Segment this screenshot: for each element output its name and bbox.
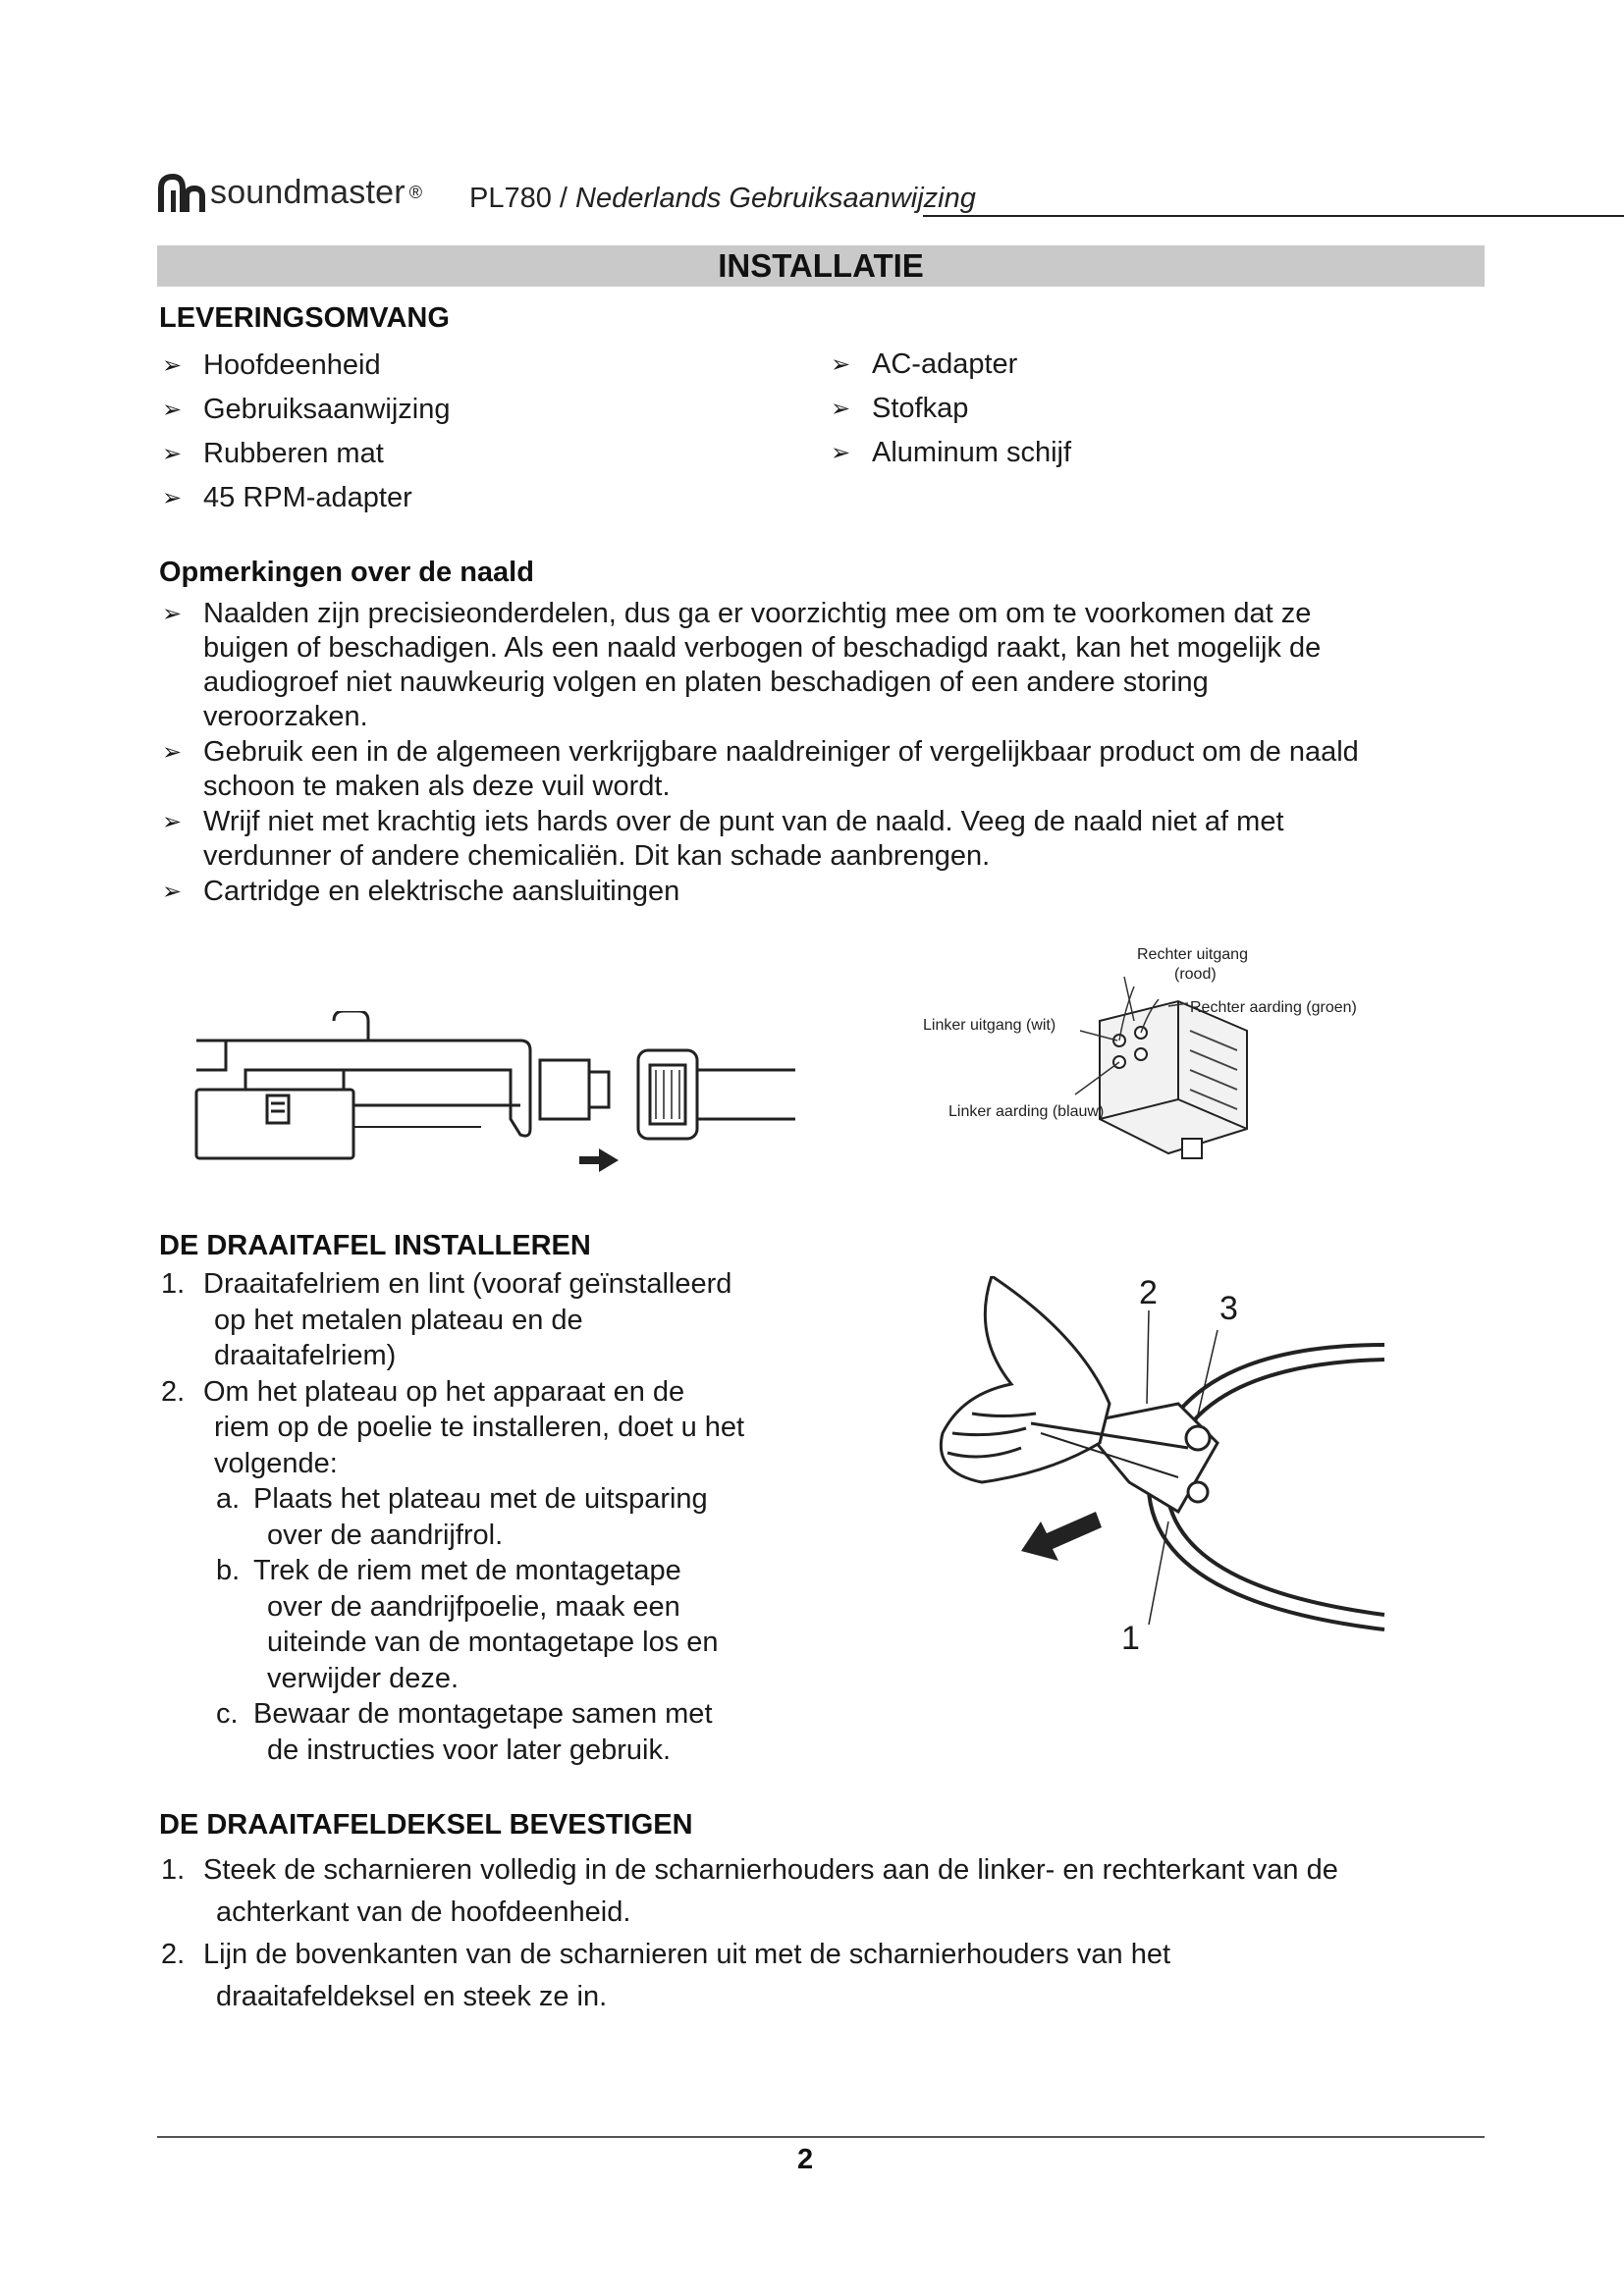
- substep-letter: c.: [216, 1698, 239, 1730]
- substep-line: [159, 1589, 827, 1626]
- cartridge-wiring-figure: [923, 942, 1375, 1198]
- label-right-output-color: (rood): [1174, 966, 1217, 983]
- list-item-line: verdunner of andere chemicaliën. Dit kan schade aanbrengen.: [203, 840, 991, 872]
- cover-step-line: [159, 1934, 1494, 1976]
- substep-text: uiteinde van de montagetape los en: [267, 1627, 719, 1658]
- list-item-line: schoon te maken als deze vuil wordt.: [203, 771, 671, 802]
- list-item-line: Gebruik een in de algemeen verkrijgbare naaldreiniger of vergelijkbaar product om de naald: [203, 736, 1359, 768]
- label-right-output: Rechter uitgang: [1137, 946, 1248, 963]
- needle-heading: Opmerkingen over de naald: [159, 557, 534, 588]
- list-item-text: AC-adapter: [872, 348, 1018, 380]
- list-item: [159, 597, 1494, 734]
- turntable-heading: DE DRAAITAFEL INSTALLEREN: [159, 1230, 591, 1261]
- substep-text: Plaats het plateau met de uitsparing: [253, 1483, 708, 1515]
- cover-heading: DE DRAAITAFELDEKSEL BEVESTIGEN: [159, 1809, 693, 1841]
- list-item: [828, 431, 1319, 475]
- bullet-arrow-icon: ➢: [162, 397, 183, 423]
- bullet-arrow-icon: ➢: [162, 601, 183, 627]
- bullet-arrow-icon: ➢: [162, 809, 183, 835]
- list-item-line: audiogroef niet nauwkeurig volgen en platen beschadigen of een andere storing: [203, 667, 1209, 698]
- footer-rule: [157, 2136, 1485, 2138]
- step-line: [159, 1374, 827, 1411]
- document-title: [469, 183, 976, 215]
- callout-3: 3: [1219, 1290, 1238, 1327]
- list-item: [828, 343, 1319, 387]
- cover-step-text: Steek de scharnieren volledig in de scharnierhouders aan de linker- en rechterkant van de: [203, 1854, 1338, 1886]
- contents-heading: LEVERINGSOMVANG: [159, 302, 450, 334]
- substep-line: [159, 1518, 827, 1554]
- list-item-line: Cartridge en elektrische aansluitingen: [203, 876, 680, 907]
- label-left-output: Linker uitgang (wit): [923, 1017, 1056, 1034]
- contents-list-left: [159, 344, 748, 520]
- step-text: draaitafelriem): [214, 1340, 397, 1371]
- step-text: Om het plateau op het apparaat en de: [203, 1375, 685, 1408]
- list-item-text: Hoofdeenheid: [203, 349, 381, 381]
- bullet-arrow-icon: ➢: [831, 351, 851, 378]
- bullet-arrow-icon: ➢: [162, 441, 183, 467]
- list-item: [159, 735, 1494, 804]
- list-item: [159, 875, 1494, 909]
- list-item: [159, 344, 748, 388]
- step-number: 2.: [161, 1375, 186, 1408]
- callout-1: 1: [1121, 1620, 1140, 1657]
- cover-step-text: achterkant van de hoofdeenheid.: [216, 1896, 631, 1928]
- list-item-line: veroorzaken.: [203, 701, 368, 732]
- cover-step-line: [159, 1849, 1494, 1892]
- substep-line: [159, 1481, 827, 1518]
- tonearm-cartridge-figure: [187, 1011, 795, 1178]
- substep-line: [159, 1733, 827, 1769]
- cartridge-drawing: [923, 942, 1375, 1198]
- registered-mark: ®: [408, 182, 423, 202]
- cover-step-number: 2.: [161, 1939, 186, 1970]
- bullet-arrow-icon: ➢: [162, 739, 183, 766]
- cover-step-line: [159, 1976, 1494, 2018]
- list-item-text: Stofkap: [872, 393, 969, 424]
- cover-step-number: 1.: [161, 1854, 186, 1886]
- callout-2: 2: [1139, 1274, 1158, 1311]
- step-line: [159, 1266, 827, 1303]
- substep-line: [159, 1661, 827, 1697]
- substep-text: de instructies voor later gebruik.: [267, 1734, 672, 1766]
- arrow-left-icon: [1021, 1512, 1102, 1561]
- label-right-ground: Rechter aarding (groen): [1190, 999, 1357, 1016]
- arrow-right-icon: [579, 1148, 619, 1172]
- list-item: [159, 388, 748, 432]
- list-item-text: Rubberen mat: [203, 438, 384, 469]
- substep-text: verwijder deze.: [267, 1662, 460, 1694]
- list-item: [159, 476, 748, 520]
- cover-step-text: draaitafeldeksel en steek ze in.: [216, 1981, 608, 2012]
- substep-line: [159, 1696, 827, 1733]
- soundmaster-logo-icon: [157, 171, 206, 214]
- step-line: [159, 1303, 827, 1339]
- bullet-arrow-icon: ➢: [162, 879, 183, 905]
- step-number: 1.: [161, 1268, 186, 1300]
- contents-list-right: [828, 343, 1319, 475]
- list-item-line: buigen of beschadigen. Als een naald verbogen of beschadigd raakt, kan het mogelijk de: [203, 632, 1322, 664]
- brand-logo: [157, 171, 422, 214]
- substep-text: Trek de riem met de montagetape: [253, 1555, 681, 1586]
- cover-step-line: [159, 1892, 1494, 1934]
- substep-text: over de aandrijfpoelie, maak een: [267, 1590, 680, 1623]
- turntable-steps: [159, 1266, 827, 1768]
- list-item-line: Wrijf niet met krachtig iets hards over de punt van de naald. Veeg de naald niet af met: [203, 806, 1284, 837]
- cover-step-text: Lijn de bovenkanten van de scharnieren uit met de scharnierhouders van het: [203, 1939, 1171, 1970]
- step-text: Draaitafelriem en lint (vooraf geïnstalleerd: [203, 1268, 732, 1300]
- substep-line: [159, 1553, 827, 1589]
- section-title: INSTALLATIE: [157, 245, 1485, 287]
- list-item: [159, 805, 1494, 874]
- list-item-text: Gebruiksaanwijzing: [203, 394, 451, 425]
- step-text: riem op de poelie te installeren, doet u het: [214, 1412, 745, 1443]
- bullet-arrow-icon: ➢: [162, 485, 183, 511]
- step-line: [159, 1410, 827, 1446]
- list-item: [828, 387, 1319, 431]
- substep-letter: a.: [216, 1483, 241, 1515]
- step-line: [159, 1338, 827, 1374]
- step-text: op het metalen plateau en de: [214, 1304, 583, 1336]
- substep-text: over de aandrijfrol.: [267, 1519, 504, 1551]
- list-item: [159, 432, 748, 476]
- list-item-text: Aluminum schijf: [872, 437, 1072, 468]
- needle-notes-list: [159, 597, 1494, 909]
- bullet-arrow-icon: ➢: [831, 396, 851, 422]
- substep-line: [159, 1625, 827, 1661]
- cover-steps: [159, 1849, 1494, 2018]
- belt-installation-figure: [854, 1276, 1404, 1688]
- substep-text: Bewaar de montagetape samen met: [253, 1698, 713, 1730]
- header-rule: [923, 215, 1624, 217]
- substep-letter: b.: [216, 1555, 241, 1586]
- brand-name: soundmaster: [210, 173, 406, 211]
- list-item-line: Naalden zijn precisieonderdelen, dus ga er voorzichtig mee om om te voorkomen dat ze: [203, 598, 1312, 629]
- page-number: 2: [797, 2144, 814, 2175]
- model-name: PL780 /: [469, 183, 576, 214]
- list-item-text: 45 RPM-adapter: [203, 482, 412, 513]
- step-text: volgende:: [214, 1447, 338, 1479]
- bullet-arrow-icon: ➢: [162, 352, 183, 379]
- page-header: [157, 165, 1483, 224]
- bullet-arrow-icon: ➢: [831, 440, 851, 466]
- label-left-ground: Linker aarding (blauw): [948, 1103, 1105, 1120]
- step-line: [159, 1446, 827, 1482]
- manual-language: Nederlands Gebruiksaanwijzing: [575, 183, 976, 214]
